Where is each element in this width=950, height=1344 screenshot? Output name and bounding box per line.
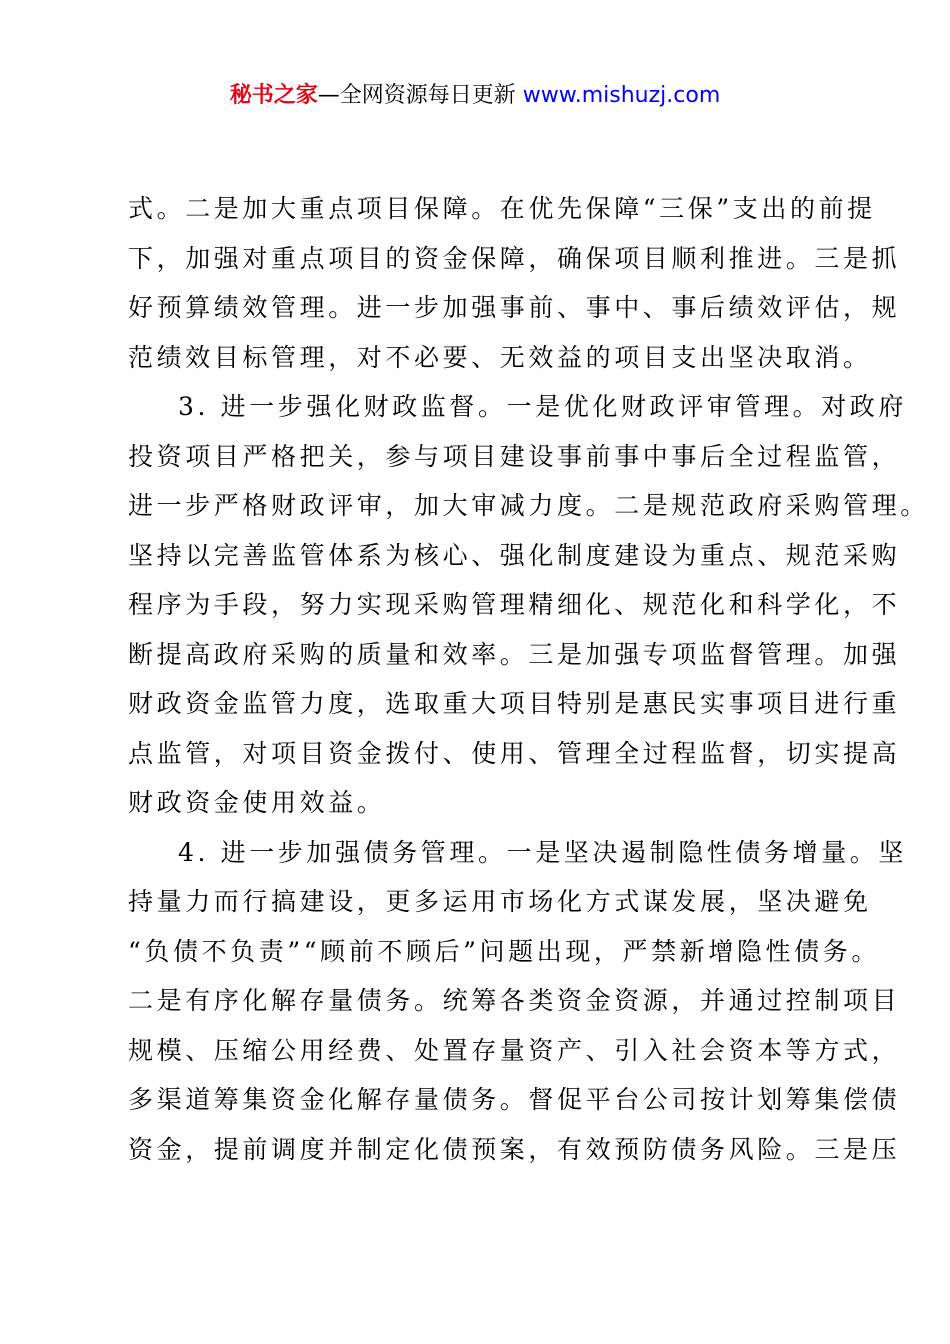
text-line: 二是有序化解存量债务。统筹各类资金资源，并通过控制项目 <box>128 986 901 1015</box>
text-line: 断提高政府采购的质量和效率。三是加强专项监督管理。加强 <box>128 639 901 669</box>
section-heading-line: 3. 进一步强化财政监督。一是优化财政评审管理。对政府 <box>178 392 908 421</box>
text-line: 下，加强对重点项目的资金保障，确保项目顺利推进。三是抓 <box>128 243 901 273</box>
text-line: 进一步严格财政评审，加大审减力度。二是规范政府采购管理。 <box>128 491 929 520</box>
text-line: 程序为手段，努力实现采购管理精细化、规范化和科学化，不 <box>128 590 901 619</box>
text-line: 点监管，对项目资金拨付、使用、管理全过程监督，切实提高 <box>128 738 901 768</box>
document-body <box>128 184 929 1174</box>
site-brand: 秘书之家 <box>229 83 318 108</box>
text-line: 持量力而行搞建设，更多运用市场化方式谋发展，坚决避免 <box>128 887 872 916</box>
text-line: 投资项目严格把关，参与项目建设事前事中事后全过程监管， <box>128 441 901 471</box>
site-url-link[interactable]: www.mishuzj.com <box>522 83 721 108</box>
text-line: 财政资金使用效益。 <box>128 788 386 817</box>
section-heading-line: 4. 进一步加强债务管理。一是坚决遏制隐性债务增量。坚 <box>178 837 908 867</box>
text-line: 好预算绩效管理。进一步加强事前、事中、事后绩效评估，规 <box>128 293 901 322</box>
site-tagline: —全网资源每日更新 <box>317 83 523 108</box>
text-line: 规模、压缩公用经费、处置存量资产、引入社会资本等方式， <box>128 1035 901 1065</box>
text-line: 资金，提前调度并制定化债预案，有效预防债务风险。三是压 <box>128 1134 901 1164</box>
text-line: 式。二是加大重点项目保障。在优先保障“三保”支出的前提 <box>128 194 876 223</box>
text-line: 范绩效目标管理，对不必要、无效益的项目支出坚决取消。 <box>128 342 872 372</box>
site-header <box>0 80 950 112</box>
text-line: 财政资金监管力度，选取重大项目特别是惠民实事项目进行重 <box>128 689 901 718</box>
text-line: 坚持以完善监管体系为核心、强化制度建设为重点、规范采购 <box>128 540 901 570</box>
text-line: 多渠道筹集资金化解存量债务。督促平台公司按计划筹集偿债 <box>128 1085 901 1114</box>
text-line: “负债不负责”“顾前不顾后”问题出现，严禁新增隐性债务。 <box>128 936 880 966</box>
